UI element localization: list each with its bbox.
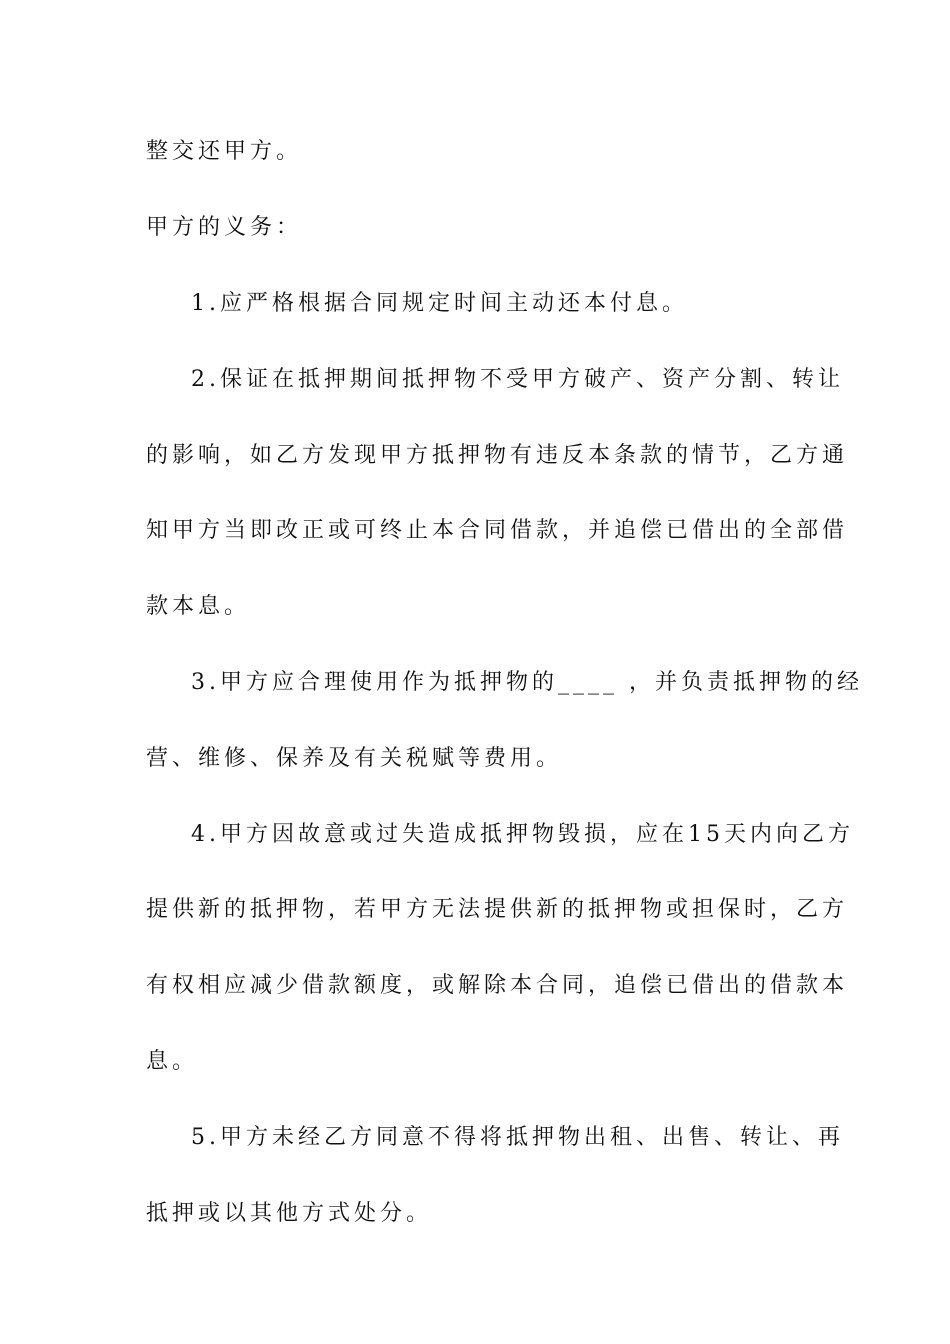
clause-4-line-3: 有权相应减少借款额度，或解除本合同，追偿已借出的借款本 — [146, 973, 849, 998]
text-line-1: 整交还甲方。 — [146, 139, 303, 164]
section-heading-party-a-obligations: 甲方的义务： — [146, 215, 303, 240]
clause-2-line-2: 的影响，如乙方发现甲方抵押物有违反本条款的情节，乙方通 — [146, 443, 849, 468]
clause-2-line-1: 2.保证在抵押期间抵押物不受甲方破产、资产分割、转让 — [191, 367, 844, 392]
clause-5-line-1: 5.甲方未经乙方同意不得将抵押物出租、出售、转让、再 — [191, 1125, 844, 1150]
clause-2-line-3: 知甲方当即改正或可终止本合同借款，并追偿已借出的全部借 — [146, 518, 849, 543]
clause-5-line-2: 抵押或以其他方式处分。 — [146, 1201, 433, 1226]
clause-1: 1.应严格根据合同规定时间主动还本付息。 — [191, 291, 688, 316]
clause-4-line-4: 息。 — [146, 1049, 199, 1074]
clause-4-line-2: 提供新的抵押物，若甲方无法提供新的抵押物或担保时，乙方 — [146, 897, 849, 922]
clause-2-line-4: 款本息。 — [146, 594, 251, 619]
clause-4-line-1: 4.甲方因故意或过失造成抵押物毁损，应在15天内向乙方 — [191, 822, 854, 847]
clause-3-line-2: 营、维修、保养及有关税赋等费用。 — [146, 746, 563, 771]
clause-3-line-1: 3.甲方应合理使用作为抵押物的____ ，并负责抵押物的经 — [191, 670, 863, 695]
